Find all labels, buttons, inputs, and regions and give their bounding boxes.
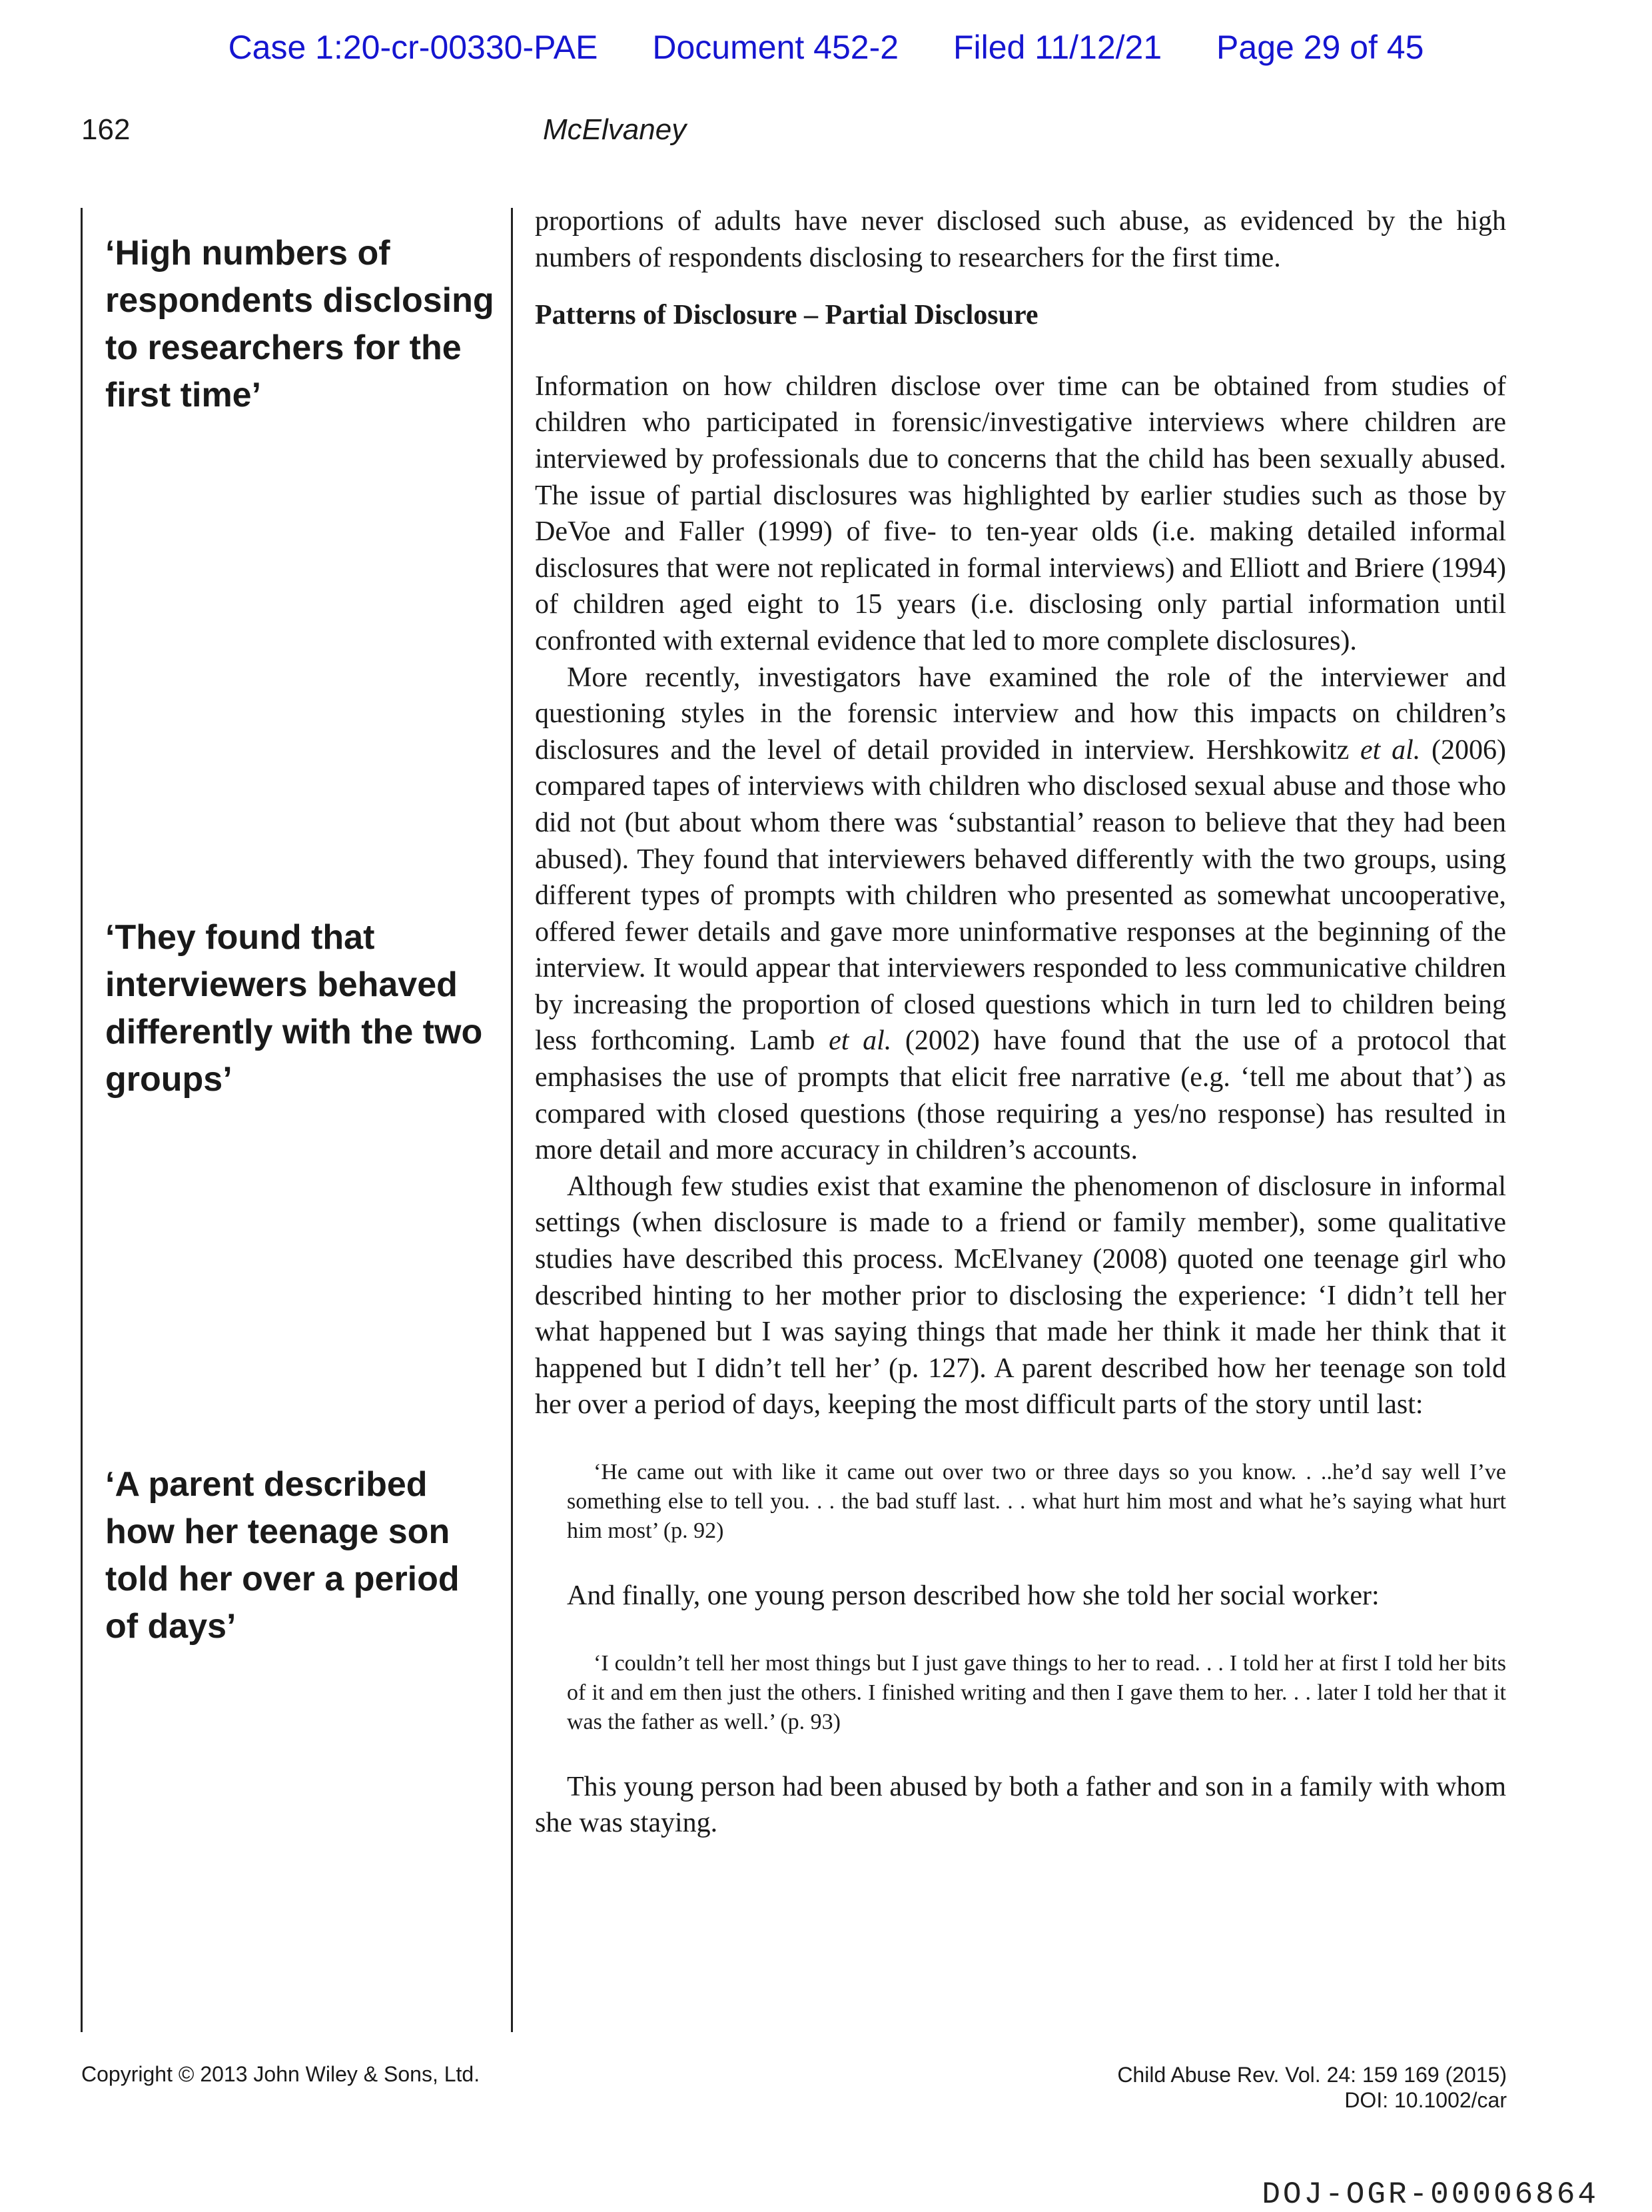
paragraph: proportions of adults have never disclosed such abuse, as evidenced by the high numbers of respondents disclosing to researchers for the first time. — [535, 206, 1506, 273]
citation-line: Child Abuse Rev. Vol. 24: 159 169 (2015) — [1117, 2063, 1507, 2087]
court-filing-stamp — [0, 28, 1652, 67]
paragraph-text: More recently, investigators have examined the role of the interviewer and questioning styles in the forensic interview and how this impacts on children’s disclosures and the level of detail provided in interview. Hershkowitz — [535, 662, 1506, 766]
margin-left-rule — [81, 208, 83, 2032]
running-head: McElvaney — [543, 113, 687, 146]
pull-quote: ‘They found that interviewers behaved differently with the two groups’ — [105, 918, 483, 1099]
paragraph-text: (2002) have found that the use of a protocol that emphasises the use of prompts that elicit free narrative (e.g. ‘tell me about that’) as compared with closed questions (those requiring a yes/no response) has resulted in more detail and more accuracy in children’s accounts. — [535, 1025, 1507, 1166]
copyright-notice: Copyright © 2013 John Wiley & Sons, Ltd. — [81, 2062, 480, 2086]
paragraph: And finally, one young person described how she told her social worker: — [567, 1580, 1380, 1611]
citation-et-al: et al. — [829, 1025, 892, 1057]
citation-et-al: et al. — [1360, 734, 1421, 766]
case-number: Case 1:20-cr-00330-PAE — [228, 29, 598, 66]
block-quote-text: ‘I couldn’t tell her most things but I just gave things to her to read. . . I told her at first I told her bits of it and em then just the others. I finished writing and then I gave them to her. . . later I told her that it was the father as well.’ (p. 93) — [567, 1650, 1506, 1734]
paragraph — [535, 660, 1506, 1169]
bates-number: DOJ-OGR-00006864 — [1262, 2177, 1599, 2212]
paragraph: Although few studies exist that examine the phenomenon of disclosure in informal settings (when disclosure is made to a friend or family member), some qualitative studies have described this process. McElvaney (2008) quoted one teenage girl who described hinting to her mother prior to disclosing the experience: ‘I didn’t tell her what happened but I was saying things that made her think it made her think that it happened but I didn’t tell her’ (p. 127). A parent described how her teenage son told her over a period of days, keeping the most difficult parts of the story until last: — [535, 1171, 1506, 1420]
page-number: 162 — [81, 113, 131, 146]
doi-line: DOI: 10.1002/car — [1344, 2088, 1507, 2112]
paragraph: This young person had been abused by both a father and son in a family with whom she was staying. — [535, 1771, 1506, 1839]
paragraph: Information on how children disclose over time can be obtained from studies of children who participated in forensic/investigative interviews where children are interviewed by professionals due to concerns that the child has been sexually abused. The issue of partial disclosures was highlighted by earlier studies such as those by DeVoe and Faller (1999) of five- to ten-year olds (i.e. making detailed informal disclosures that were not replicated in formal interviews) and Elliott and Briere (1994) of children aged eight to 15 years (i.e. disclosing only partial information until confronted with external evidence that led to more complete disclosures). — [535, 370, 1506, 656]
block-quote — [567, 1458, 1506, 1546]
document-number: Document 452-2 — [652, 29, 899, 66]
filed-date: Filed 11/12/21 — [953, 29, 1162, 66]
journal-citation — [1117, 2062, 1507, 2113]
block-quote-text: ‘He came out with like it came out over two or three days so you know. . ..he’d say well I’ve something else to tell you. . . the bad stuff last. . . what hurt him most and what he’s saying what hurt him most’ (p. 92) — [567, 1460, 1506, 1543]
pull-quote: ‘A parent described how her teenage son told her over a period of days’ — [105, 1465, 460, 1646]
block-quote — [567, 1649, 1506, 1737]
section-heading: Patterns of Disclosure – Partial Disclosure — [535, 300, 1038, 331]
pull-quote: ‘High numbers of respondents disclosing to researchers for the first time’ — [105, 234, 494, 414]
margin-right-rule — [511, 208, 513, 2032]
article-body — [535, 203, 1506, 1842]
paragraph-text: (2006) compared tapes of interviews with children who disclosed sexual abuse and those who did not (but about whom there was ‘substantial’ reason to believe that they had been abused). They found that interviewers behaved differently with the two groups, using different types of prompts with children who presented as somewhat uncooperative, offered fewer details and gave more uninformative responses at the beginning of the interview. It would appear that interviewers responded to less communicative children by increasing the proportion of closed questions which in turn led to children being less forthcoming. Lamb — [535, 734, 1507, 1057]
page-of-total: Page 29 of 45 — [1216, 29, 1424, 66]
